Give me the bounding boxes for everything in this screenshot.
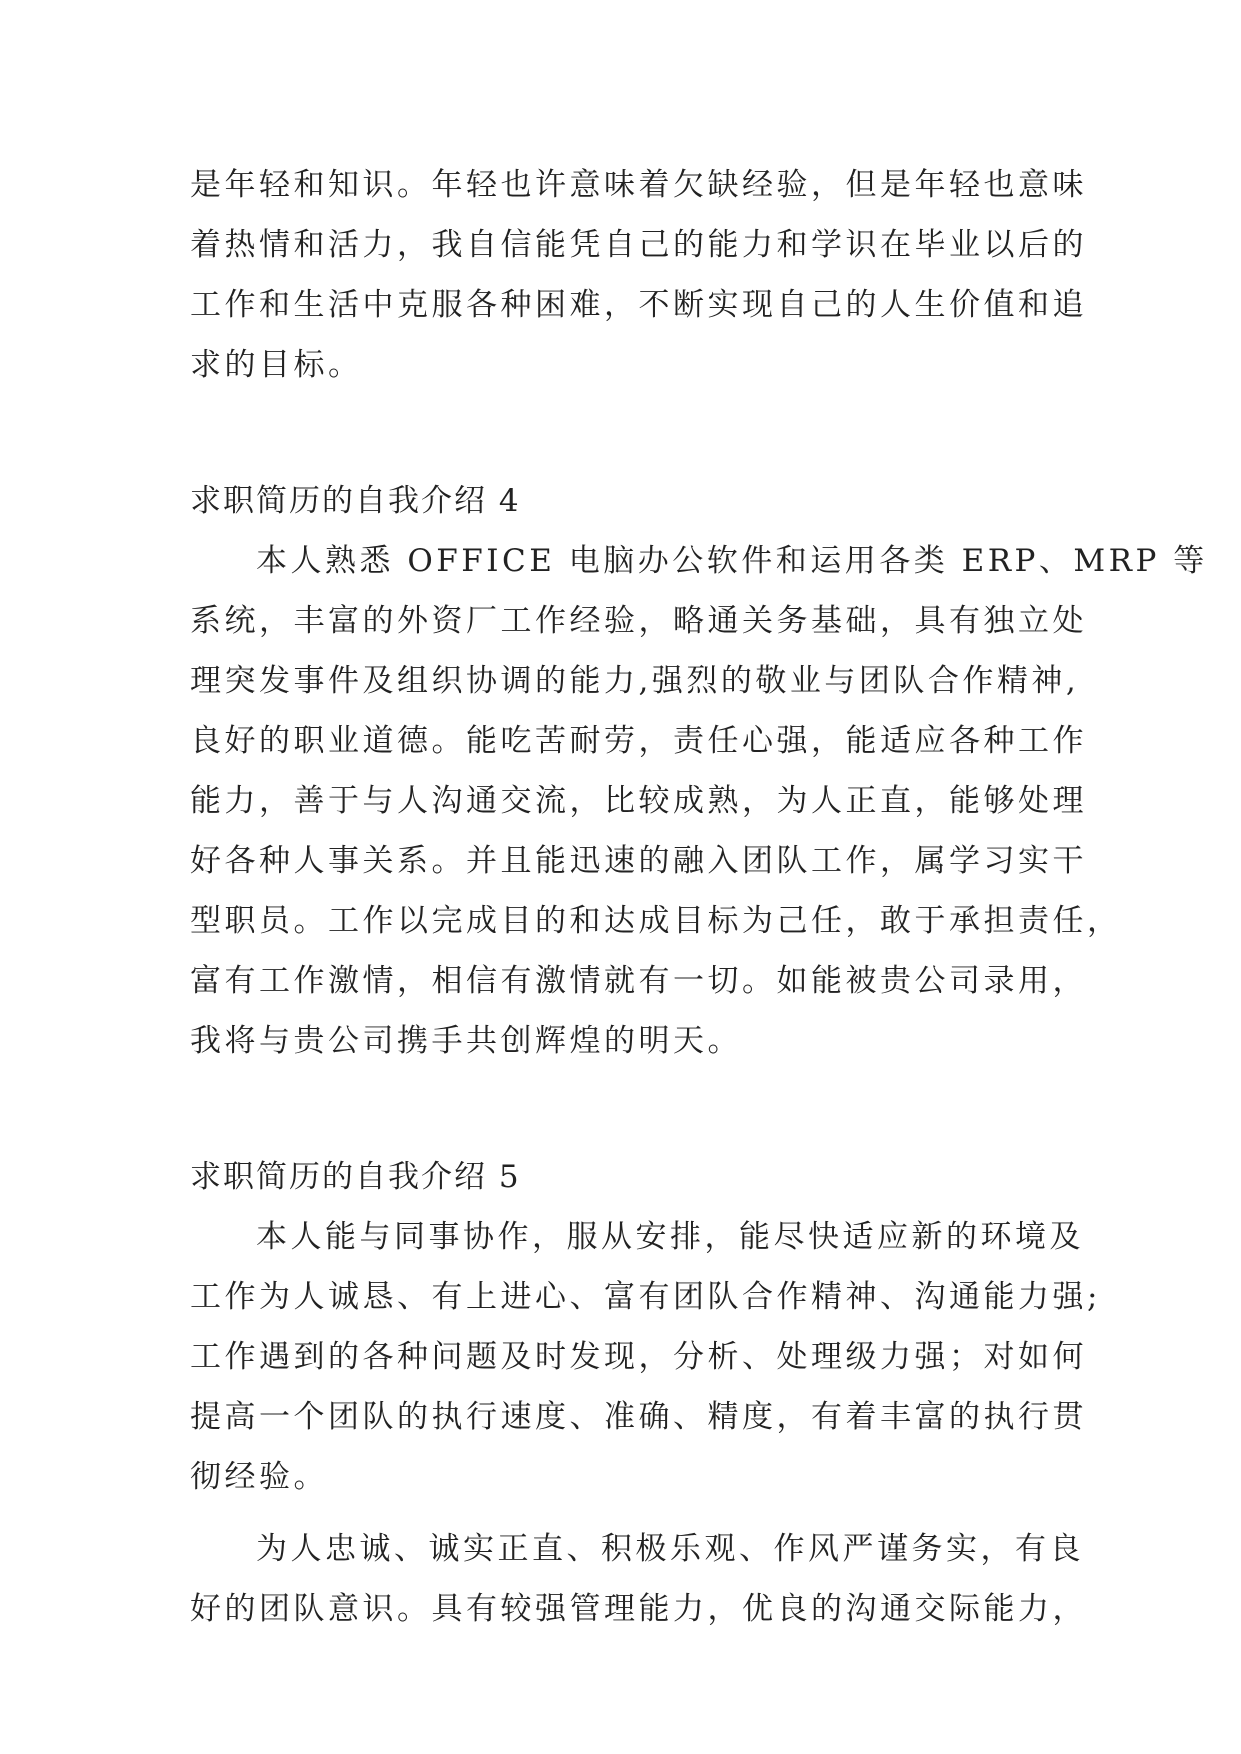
text-line: 提高一个团队的执行速度、准确、精度，有着丰富的执行贯 <box>190 1399 1087 1435</box>
section-heading-4: 求职简历的自我介绍 4 <box>190 483 521 519</box>
section-5-paragraph-2 <box>190 1519 1087 1639</box>
text-line: 我将与贵公司携手共创辉煌的明天。 <box>190 1023 742 1059</box>
section-heading-5: 求职简历的自我介绍 5 <box>190 1159 521 1195</box>
text-line: 彻经验。 <box>190 1459 328 1495</box>
text-line: 着热情和活力，我自信能凭自己的能力和学识在毕业以后的 <box>190 227 1087 263</box>
section-spacer <box>190 1071 1060 1147</box>
paragraph-spacer <box>190 1507 1060 1519</box>
section-4-paragraph <box>190 531 1208 1071</box>
text-line: 好的团队意识。具有较强管理能力，优良的沟通交际能力， <box>190 1591 1087 1627</box>
text-line: 求的目标。 <box>190 347 363 383</box>
section-spacer <box>190 395 1060 471</box>
section-5-paragraph-1 <box>190 1207 1101 1507</box>
text-line: 良好的职业道德。能吃苦耐劳，责任心强，能适应各种工作 <box>190 723 1087 759</box>
text-line: 工作和生活中克服各种困难，不断实现自己的人生价值和追 <box>190 287 1087 323</box>
text-line: 型职员。工作以完成目的和达成目标为己任，敢于承担责任， <box>190 903 1122 939</box>
text-line: 理突发事件及组织协调的能力,强烈的敬业与团队合作精神, <box>190 663 1080 699</box>
text-line: 系统，丰富的外资厂工作经验，略通关务基础，具有独立处 <box>190 603 1087 639</box>
document-page <box>190 155 1208 1639</box>
text-line: 工作为人诚恳、有上进心、富有团队合作精神、沟通能力强; <box>190 1279 1101 1315</box>
text-line: 为人忠诚、诚实正直、积极乐观、作风严谨务实，有良 <box>256 1531 1084 1567</box>
text-line: 好各种人事关系。并且能迅速的融入团队工作，属学习实干 <box>190 843 1087 879</box>
text-line: 工作遇到的各种问题及时发现，分析、处理级力强；对如何 <box>190 1339 1087 1375</box>
text-line: 能力，善于与人沟通交流，比较成熟，为人正直，能够处理 <box>190 783 1087 819</box>
text-line: 本人熟悉 OFFICE 电脑办公软件和运用各类 ERP、MRP 等 <box>256 543 1208 579</box>
text-line: 是年轻和知识。年轻也许意味着欠缺经验，但是年轻也意味 <box>190 167 1087 203</box>
text-line: 富有工作激情，相信有激情就有一切。如能被贵公司录用， <box>190 963 1087 999</box>
paragraph-continued <box>190 155 1087 395</box>
text-line: 本人能与同事协作，服从安排，能尽快适应新的环境及 <box>256 1219 1084 1255</box>
